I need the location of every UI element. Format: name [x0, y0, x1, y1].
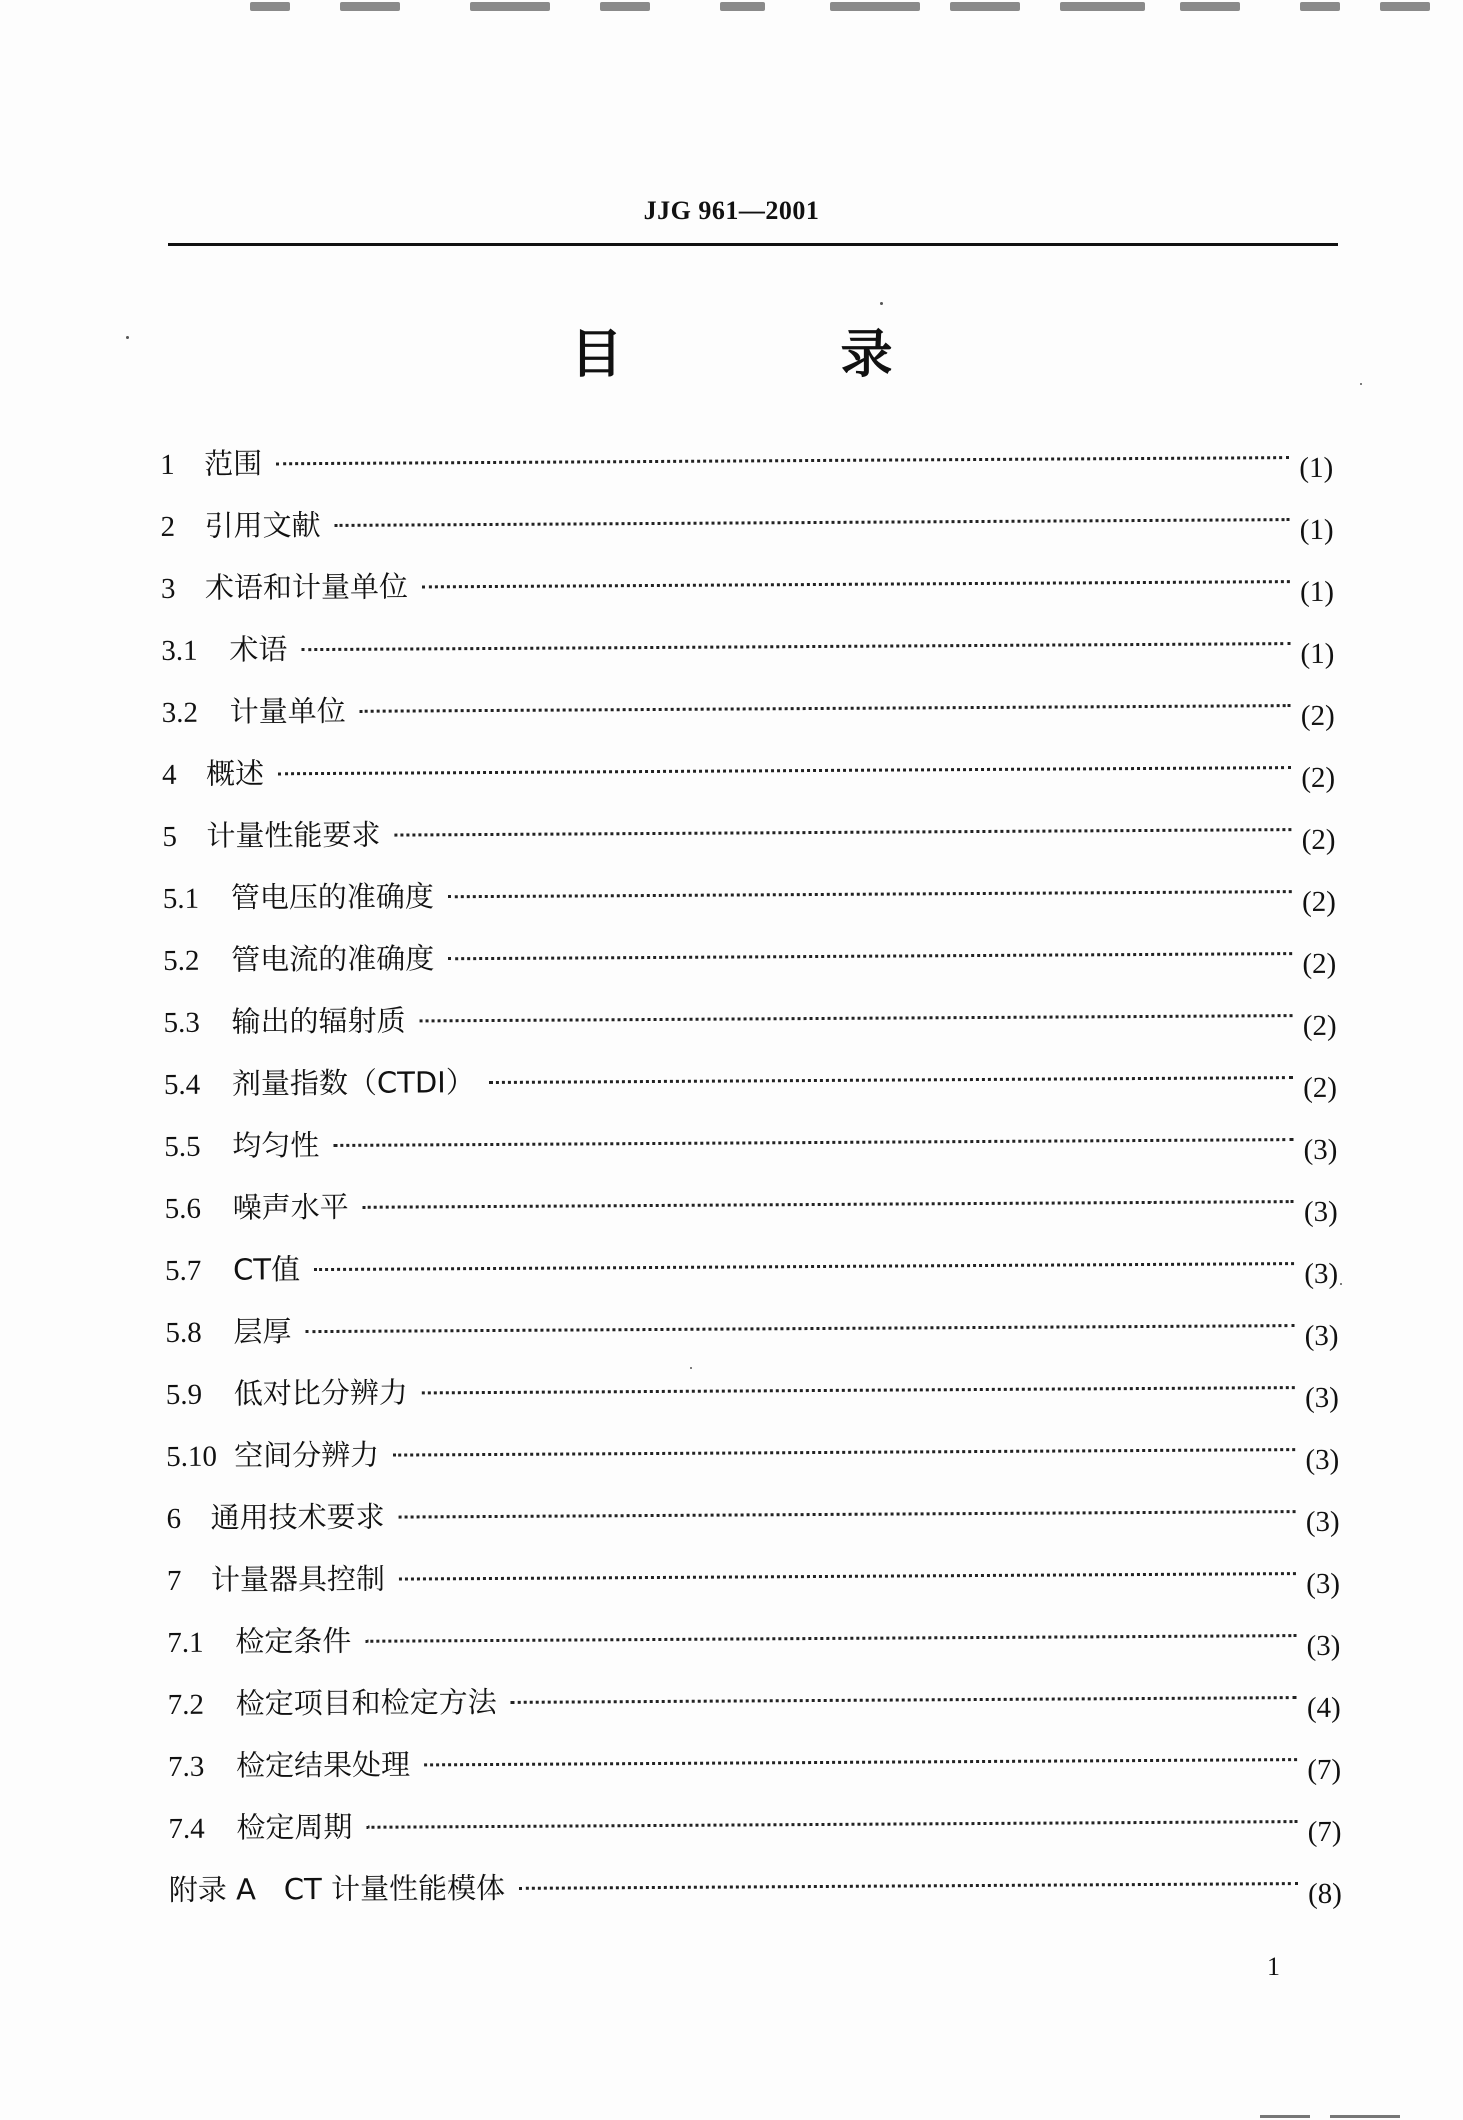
toc-leader-dots: [366, 1820, 1297, 1829]
toc-entry-page: (2): [1301, 823, 1336, 857]
toc-entry-page: (2): [1303, 1071, 1338, 1105]
toc-entry-page: (2): [1302, 1009, 1337, 1043]
toc-entry[interactable]: [163, 867, 1336, 922]
toc-entry-title: 剂量指数（CTDI）: [231, 1065, 475, 1101]
toc-entry-page: (1): [1299, 513, 1334, 547]
toc-leader-dots: [365, 1634, 1296, 1643]
toc-entry-number: 6: [166, 1502, 182, 1535]
toc-entry-number: 5.2: [163, 944, 200, 977]
toc-entry-page: (1): [1299, 451, 1334, 485]
toc-entry[interactable]: [163, 991, 1336, 1046]
toc-entry-number: 2: [160, 510, 176, 543]
toc-entry-page: (2): [1301, 885, 1336, 919]
toc-leader-dots: [394, 828, 1291, 836]
toc-entry-title: CT 计量性能模体: [283, 1870, 506, 1907]
toc-entry[interactable]: [167, 1549, 1340, 1604]
toc-entry-title: 计量性能要求: [206, 817, 381, 853]
toc-entry-number: 5.9: [165, 1378, 203, 1411]
toc-entry-title: 术语: [229, 632, 288, 667]
toc-entry-title: 噪声水平: [232, 1189, 349, 1225]
toc-entry-title: 检定条件: [235, 1623, 352, 1659]
toc-entry-title: 术语和计量单位: [204, 569, 409, 605]
toc-entry-page: (1): [1300, 637, 1335, 671]
toc-entry[interactable]: [160, 433, 1333, 488]
toc-leader-dots: [511, 1696, 1297, 1704]
toc-leader-dots: [278, 766, 1291, 775]
toc-entry[interactable]: [165, 1177, 1338, 1232]
toc-entry-number: 附录 A: [168, 1872, 257, 1907]
scan-speck: [1150, 1201, 1152, 1203]
toc-entry-number: 7.2: [167, 1688, 205, 1721]
toc-leader-dots: [424, 1758, 1297, 1766]
toc-leader-dots: [393, 1448, 1295, 1457]
toc-entry[interactable]: [163, 929, 1336, 984]
toc-entry-page: (3): [1304, 1257, 1339, 1291]
table-of-contents: [0, 432, 1463, 1911]
toc-entry-number: 5.7: [164, 1254, 202, 1287]
toc-entry-number: 7.3: [168, 1750, 205, 1783]
toc-entry-number: 5.1: [162, 882, 200, 915]
toc-leader-dots: [399, 1510, 1296, 1518]
scan-speck: [690, 1367, 692, 1369]
toc-entry-title: 均匀性: [232, 1128, 320, 1163]
toc-entry-number: 5.10: [166, 1440, 218, 1473]
toc-entry-page: (3): [1303, 1133, 1338, 1167]
toc-entry-page: (3): [1306, 1567, 1341, 1601]
toc-entry[interactable]: [166, 1487, 1339, 1542]
toc-entry-number: 5: [162, 820, 178, 853]
toc-entry-number: 5.5: [164, 1130, 201, 1163]
toc-entry-title: 检定周期: [236, 1809, 353, 1845]
toc-entry[interactable]: [165, 1301, 1338, 1356]
toc-entry[interactable]: [162, 681, 1335, 736]
header-divider: [168, 243, 1338, 246]
toc-entry-number: 3: [160, 572, 176, 605]
toc-leader-dots: [489, 1076, 1293, 1084]
toc-leader-dots: [448, 890, 1292, 898]
toc-entry-number: 4: [161, 758, 177, 791]
toc-entry-title: 管电压的准确度: [230, 879, 434, 915]
toc-entry[interactable]: [169, 1859, 1342, 1914]
toc-leader-dots: [399, 1572, 1296, 1580]
toc-entry-page: (2): [1302, 947, 1337, 981]
toc-entry[interactable]: [162, 805, 1335, 860]
toc-leader-dots: [422, 1386, 1295, 1394]
toc-entry[interactable]: [164, 1115, 1337, 1170]
toc-entry-page: (4): [1306, 1691, 1341, 1725]
scan-edge-artifacts: [0, 0, 1463, 22]
toc-entry[interactable]: [168, 1735, 1341, 1790]
toc-entry-title: 低对比分辨力: [233, 1375, 408, 1411]
toc-entry[interactable]: [160, 495, 1333, 550]
toc-entry-title: 检定结果处理: [235, 1747, 411, 1783]
toc-entry-title: 输出的辐射质: [231, 1003, 406, 1039]
toc-entry-page: (1): [1300, 575, 1335, 609]
toc-entry-title: 引用文献: [204, 508, 321, 543]
toc-entry-page: (3): [1306, 1629, 1341, 1663]
toc-leader-dots: [448, 952, 1292, 960]
toc-leader-dots: [422, 580, 1290, 588]
toc-leader-dots: [333, 1138, 1293, 1147]
toc-entry-title: 空间分辨力: [234, 1437, 380, 1473]
toc-entry-page: (3): [1304, 1319, 1339, 1353]
toc-entry-number: 5.8: [165, 1316, 202, 1349]
toc-entry-number: 5.6: [164, 1192, 202, 1225]
toc-leader-dots: [420, 1014, 1293, 1022]
toc-entry-number: 7: [166, 1564, 182, 1597]
toc-leader-dots: [314, 1262, 1294, 1271]
toc-leader-dots: [305, 1324, 1294, 1333]
toc-entry[interactable]: [166, 1425, 1339, 1480]
toc-entry-title: 计量单位: [229, 693, 346, 729]
toc-entry-title: CT值: [232, 1252, 301, 1287]
toc-entry-title: 层厚: [233, 1314, 292, 1349]
toc-entry-number: 5.4: [163, 1068, 201, 1101]
page-number: 1: [1267, 1952, 1280, 1981]
toc-entry-title: 管电流的准确度: [231, 941, 435, 977]
toc-entry[interactable]: [161, 619, 1334, 674]
toc-entry[interactable]: [166, 1363, 1339, 1418]
toc-entry[interactable]: [168, 1673, 1341, 1728]
toc-entry-number: 7.1: [167, 1626, 204, 1659]
toc-leader-dots: [519, 1882, 1298, 1890]
scan-speck: [126, 336, 129, 339]
toc-entry-number: 5.3: [163, 1006, 200, 1039]
toc-entry-number: 1: [160, 448, 175, 481]
toc-entry-page: (7): [1307, 1753, 1342, 1787]
toc-entry-number: 7.4: [168, 1812, 205, 1845]
toc-entry-title: 概述: [205, 756, 265, 791]
toc-entry[interactable]: [162, 743, 1335, 798]
toc-entry-page: (3): [1305, 1443, 1340, 1477]
toc-leader-dots: [276, 456, 1289, 465]
toc-entry-title: 范围: [204, 446, 263, 481]
toc-entry-page: (3): [1304, 1381, 1339, 1415]
standard-code-header: JJG 961—2001: [643, 196, 820, 225]
toc-entry[interactable]: [164, 1053, 1337, 1108]
toc-entry-page: (7): [1307, 1815, 1342, 1849]
toc-leader-dots: [335, 518, 1290, 527]
toc-entry-page: (2): [1301, 761, 1336, 795]
toc-entry-title: 检定项目和检定方法: [235, 1684, 497, 1721]
toc-entry[interactable]: [161, 557, 1334, 612]
toc-entry-number: 3.1: [161, 634, 198, 667]
toc-entry-page: (3): [1303, 1195, 1338, 1229]
scan-speck: [880, 302, 883, 305]
scan-edge-artifacts: [1250, 2110, 1430, 2120]
scan-speck: [1360, 383, 1362, 385]
toc-leader-dots: [363, 1200, 1294, 1209]
toc-entry[interactable]: [168, 1797, 1341, 1852]
page-title: 目 录: [570, 325, 993, 385]
toc-entry[interactable]: [165, 1239, 1338, 1294]
toc-leader-dots: [360, 704, 1291, 713]
toc-entry-page: (3): [1305, 1505, 1340, 1539]
toc-entry-number: 3.2: [161, 696, 199, 729]
toc-entry[interactable]: [167, 1611, 1340, 1666]
toc-entry-page: (8): [1307, 1877, 1343, 1911]
toc-entry-title: 通用技术要求: [210, 1499, 385, 1535]
toc-entry-page: (2): [1300, 699, 1335, 733]
scan-speck: [1340, 1283, 1342, 1285]
toc-entry-title: 计量器具控制: [210, 1561, 386, 1597]
toc-leader-dots: [301, 642, 1290, 651]
